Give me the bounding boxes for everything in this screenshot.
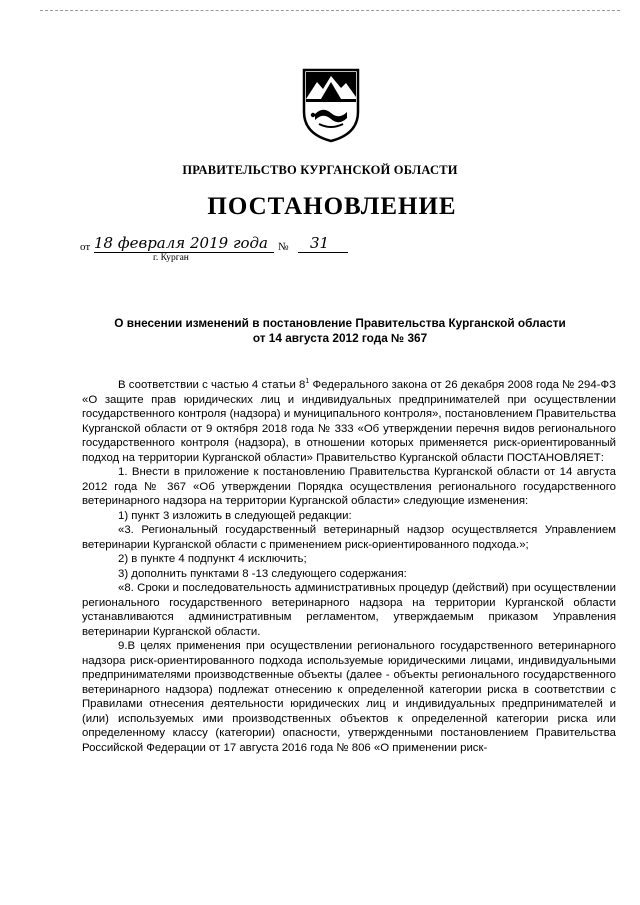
paragraph-item-1: 1. Внести в приложение к постановлению Правительства Курганской области от 14 августа 2012 года № 367 «Об утверждении Порядка осуществления регионального государственного ветеринарного надзора на территории Курганской области» следующие изменения: [82,466,616,507]
coat-of-arms-emblem [301,68,361,143]
article-superscript: 1 [305,378,310,386]
number-label: № [278,241,289,253]
document-subject [60,316,620,346]
paragraph-item-9: 9.В целях применения при осуществлении регионального государственного ветеринарного надзора риск-ориентированного подхода используемые юридическими лицами, индивидуальными предпринимателями производственные объекты (далее - объекты регионального государственного ветеринарного надзора) подлежат отнесению к определенной категории риска в соответствии с Правилами отнесения деятельности юридических лиц и индивидуальных предпринимателей и (или) используемых ими производственных объектов к определенной категории риска или определенному классу (категории) опасности, утвержденными постановлением Правительства Российской Федерации от 17 августа 2016 года № 806 «О применении риск- [82,640,616,754]
city-label: г. Курган [153,253,189,263]
date-from-label: от [80,241,91,253]
handwritten-date: 18 февраля 2019 года [94,234,269,252]
preamble-text-a: В соответствии с частью 4 статьи 8 [118,379,306,391]
paragraph-quote-8: «8. Сроки и последовательность административных процедур (действий) при осуществлении регионального государственного ветеринарного надзора на территории Курганской области устанавливаются административным регламентом, утверждаемым приказом Управления ветеринарии Курганской области. [82,582,616,638]
number-underline [298,252,348,253]
paragraph-subitem-3: 3) дополнить пунктами 8 -13 следующего содержания: [118,567,407,580]
scan-top-edge [40,10,620,11]
paragraph-preamble [82,378,616,465]
handwritten-number: 31 [310,234,330,252]
date-number-line [80,236,350,256]
paragraph-subitem-1: 1) пункт 3 изложить в следующей редакции: [118,509,352,522]
document-body [82,378,616,755]
paragraph-quote-3: «3. Региональный государственный ветеринарный надзор осуществляется Управлением ветеринарии Курганской области с применением риск-ориентированного подхода.»; [82,524,616,551]
document-type-title: ПОСТАНОВЛЕНИЕ [207,193,457,220]
organization-name: ПРАВИТЕЛЬСТВО КУРГАНСКОЙ ОБЛАСТИ [182,163,458,177]
subject-line-2: от 14 августа 2012 года № 367 [252,331,428,345]
paragraph-subitem-2: 2) в пункте 4 подпункт 4 исключить; [118,553,307,565]
preamble-text-b: Федерального закона от 26 декабря 2008 года № 294-ФЗ «О защите прав юридических лиц и индивидуальных предпринимателей при осуществлении государственного контроля (надзора) и муниципального контроля», постановлением Правительства Курганской области от 9 октября 2018 года № 333 «Об утверждении перечня видов регионального государственного контроля (надзора), в отношении которых применяется риск-ориентированный подход на территории Курганской области» Правительство Курганской области ПОСТАНОВЛЯЕТ: [82,379,616,464]
subject-line-1: О внесении изменений в постановление Правительства Курганской области [114,316,566,330]
